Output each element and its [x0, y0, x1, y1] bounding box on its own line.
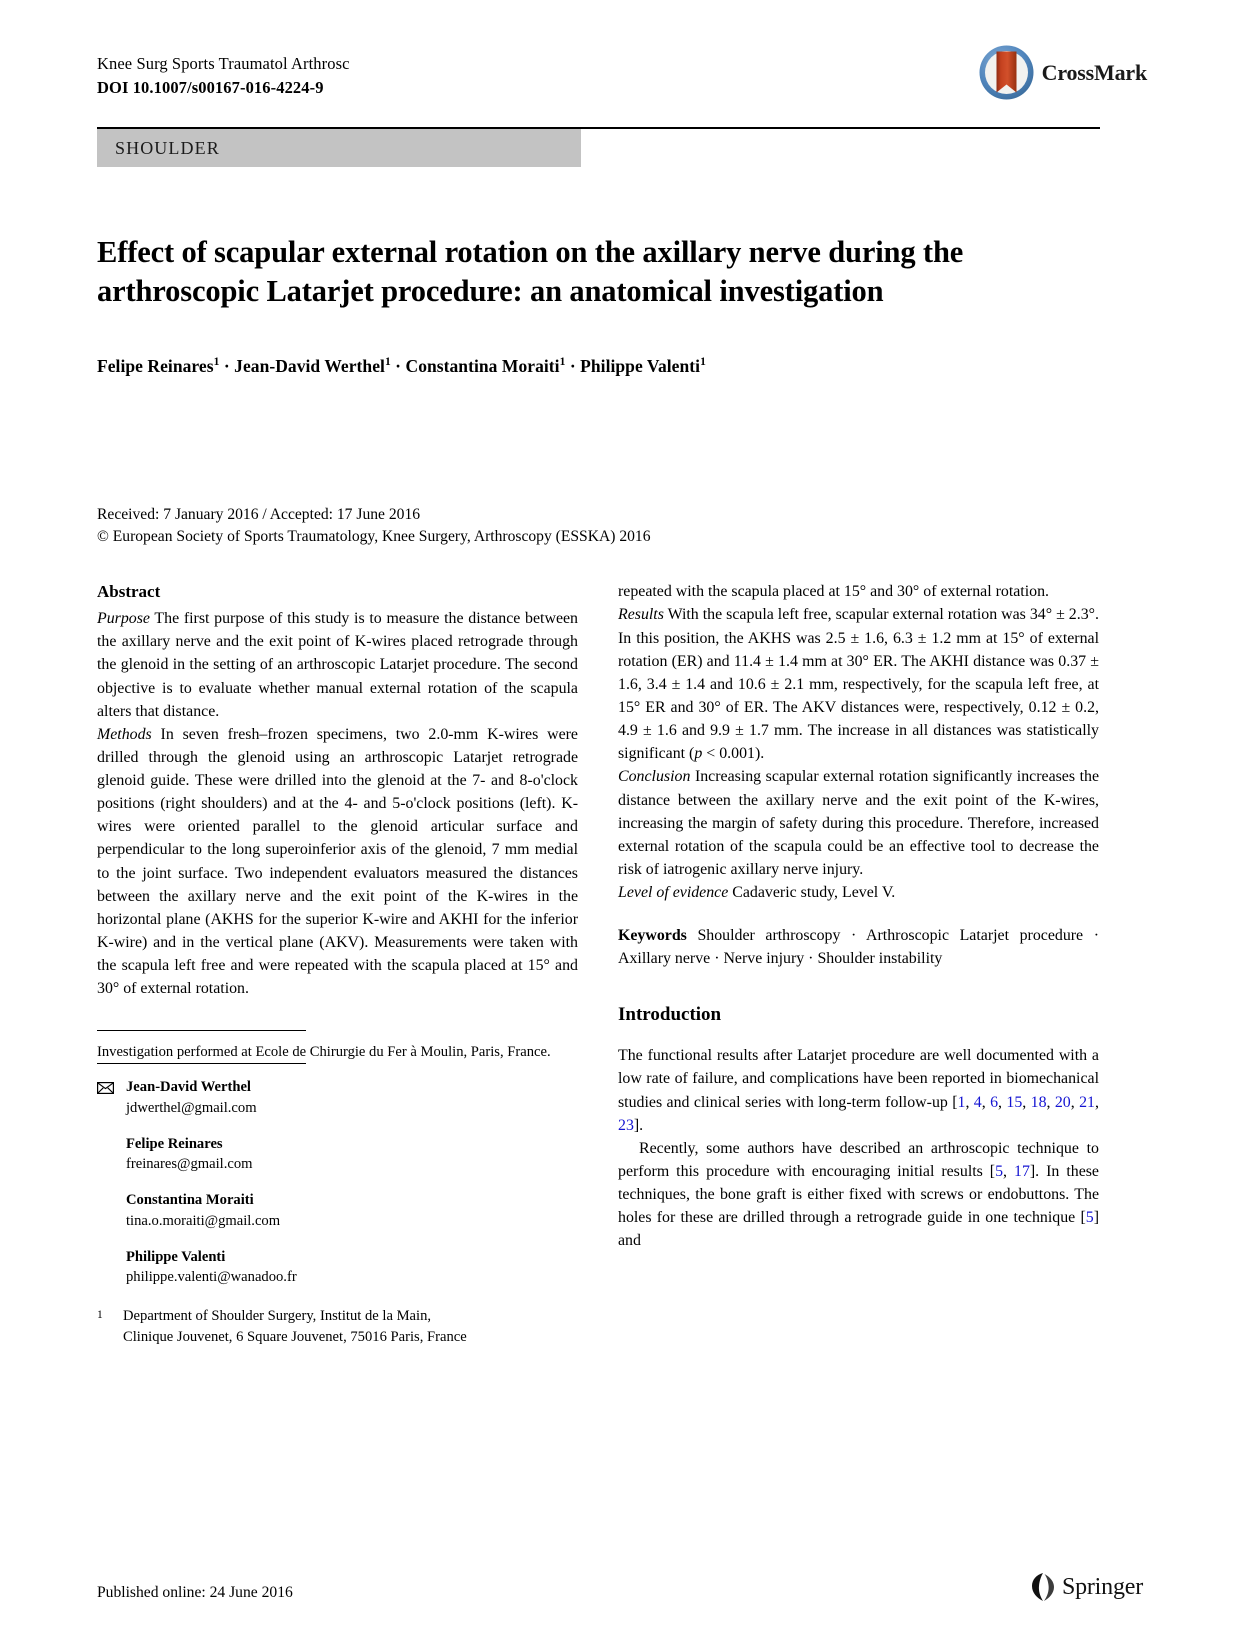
methods-label: Methods: [97, 725, 152, 743]
abstract-methods: [97, 723, 578, 1001]
author-list: Felipe Reinares$^1$ · Jean-David Werthel$^1$ · Constantina Moraiti$^1$ · Philippe Valenti$^1$: [97, 355, 706, 376]
contact-info-0: [126, 1077, 257, 1118]
intro-p2-mid: ]. In these techniques, the bone graft is either fixed with screws or endobuttons. The holes for these are drilled through a retrograde guide in one technique [: [618, 1162, 1099, 1227]
contact-email-2[interactable]: tina.o.moraiti@gmail.com: [126, 1212, 281, 1229]
results-p-symbol: p: [694, 745, 703, 763]
affiliation-number: 1: [97, 1308, 103, 1321]
crossmark-badge[interactable]: [978, 44, 1147, 101]
ref-5b[interactable]: 5: [1085, 1209, 1094, 1227]
conclusion-label: Conclusion: [618, 768, 691, 786]
contact-2: [97, 1190, 578, 1231]
contact-name-0: Jean-David Werthel: [126, 1079, 251, 1096]
journal-header: [97, 52, 1147, 124]
introduction-heading: Introduction: [618, 1003, 722, 1025]
affiliation-text: [123, 1306, 467, 1348]
abstract-conclusion: [618, 765, 1099, 881]
section-banner-label: SHOULDER: [115, 137, 220, 158]
springer-logo: [1030, 1572, 1143, 1602]
intro-p2-pre: Recently, some authors have described an arthroscopic technique to perform this procedure with encouraging initial results [: [618, 1139, 1099, 1180]
copyright-line: © European Society of Sports Traumatology, Knee Surgery, Arthroscopy (ESSKA) 2016: [97, 528, 651, 546]
results-p-value: < 0.001).: [702, 745, 765, 763]
abstract-heading: Abstract: [97, 582, 161, 602]
level-label: Level of evidence: [618, 884, 729, 902]
author-0: Felipe Reinares$^1$: [97, 355, 220, 376]
page-title: Effect of scapular external rotation on the axillary nerve during the arthroscopic Latarjet procedure: an anatomical investigation: [97, 235, 964, 308]
abstract-purpose: [97, 607, 578, 723]
purpose-label: Purpose: [97, 610, 150, 628]
affiliation-line-2: Clinique Jouvenet, 6 Square Jouvenet, 75016 Paris, France: [123, 1329, 467, 1346]
intro-p2-post: ] and: [618, 1209, 1099, 1250]
page-footer: [97, 1572, 1143, 1602]
intro-paragraph-2: Recently, some authors have described an arthroscopic technique to perform this procedure with encouraging initial results [5, 17]. In these techniques, the bone graft is either fixed with screws or endobuttons. The holes for these are drilled through a retrograde guide in one technique [5] and: [618, 1139, 1099, 1250]
ref-21[interactable]: 21: [1079, 1093, 1095, 1111]
keywords-block: [618, 924, 1099, 970]
investigation-note: Investigation performed at Ecole de Chirurgie du Fer à Moulin, Paris, France.: [97, 1044, 551, 1061]
contact-email-0[interactable]: jdwerthel@gmail.com: [126, 1099, 257, 1116]
ref-15[interactable]: 15: [1006, 1093, 1023, 1111]
contact-3: [97, 1247, 578, 1288]
keywords-label: Keywords: [618, 927, 687, 945]
abstract-heading-block: [97, 580, 578, 605]
column-right: [618, 580, 1099, 1348]
affiliation-1: [97, 1306, 578, 1348]
contact-name-2: Constantina Moraiti: [126, 1192, 254, 1209]
author-2: Constantina Moraiti$^1$: [405, 355, 566, 376]
section-banner: [97, 129, 581, 167]
ref-18[interactable]: 18: [1030, 1093, 1047, 1111]
ref-6[interactable]: 6: [990, 1093, 999, 1111]
level-text: Cadaveric study, Level V.: [728, 884, 896, 902]
purpose-text: The first purpose of this study is to measure the distance between the axillary nerve and the exit point of K-wires placed retrograde through the glenoid in the setting of an arthroscopic Latarjet procedure. The second objective is to evaluate whether manual external rotation of the scapula alters that distance.: [97, 610, 578, 720]
crossmark-label: CrossMark: [1041, 59, 1147, 85]
ref-1[interactable]: 1: [957, 1093, 966, 1111]
contact-email-1[interactable]: freinares@gmail.com: [126, 1156, 253, 1173]
methods-tail: repeated with the scapula placed at 15° and 30° of external rotation.: [618, 583, 1049, 601]
results-label: Results: [618, 606, 664, 624]
ref-5a[interactable]: 5: [995, 1162, 1004, 1180]
crossmark-logo-icon: [978, 44, 1035, 101]
springer-mark-icon: [1030, 1572, 1056, 1602]
footnote-rule-mid: [97, 1063, 306, 1064]
methods-continuation: [618, 580, 1099, 603]
body-columns: [97, 580, 1100, 1348]
contact-email-3[interactable]: philippe.valenti@wanadoo.fr: [126, 1269, 297, 1286]
conclusion-text: Increasing scapular external rotation significantly increases the distance between the axillary nerve and the exit point of the K-wires, increasing the margin of safety during this procedure. Therefore, increased external rotation of the scapula could be an effective tool to decrease the risk of iatrogenic axillary nerve injury.: [618, 768, 1099, 879]
methods-text: In seven fresh–frozen specimens, two 2.0-mm K-wires were drilled through the glenoid using an arthroscopic Latarjet retrograde glenoid guide. These were drilled into the glenoid at the 7- and 8-o'clock positions (right shoulders) and at the 4- and 5-o'clock positions (left). K-wires were oriented parallel to the glenoid articular surface and perpendicular to the long superoinferior axis of the glenoid, 7 mm medial to the joint surface. Two independent evaluators measured the distances between the axillary nerve and the exit point of the K-wires in the horizontal plane (AKHS for the superior K-wire and AKHI for the inferior K-wire) and in the vertical plane (AKV). Measurements were taken with the scapula left free and were repeated with the scapula placed at 15° and 30° of external rotation.: [97, 725, 578, 998]
author-1: Jean-David Werthel$^1$: [234, 355, 391, 376]
abstract-results: [618, 603, 1099, 765]
level-of-evidence: [618, 881, 1099, 904]
ref-20[interactable]: 20: [1054, 1093, 1071, 1111]
envelope-icon: [97, 1082, 114, 1094]
footnote-rule-top: [97, 1030, 306, 1031]
contact-1: [97, 1134, 578, 1175]
received-accepted: Received: 7 January 2016 / Accepted: 17 June 2016: [97, 505, 421, 523]
journal-doi: DOI 10.1007/s00167-016-4224-9: [97, 77, 324, 97]
ref-4[interactable]: 4: [973, 1093, 982, 1111]
keywords-text: Shoulder arthroscopy · Arthroscopic Latarjet procedure · Axillary nerve · Nerve injury · Shoulder instability: [618, 927, 1099, 968]
corresponding-author: [97, 1077, 578, 1118]
intro-p1-pre: The functional results after Latarjet procedure are well documented with a low rate of failure, and complications have been reported in biomechanical studies and clinical series with long-term follow-up [: [618, 1047, 1099, 1111]
publication-dates: [97, 504, 1100, 549]
contact-name-1: Felipe Reinares: [126, 1135, 223, 1152]
contact-name-3: Philippe Valenti: [126, 1248, 226, 1265]
affiliation-line-1: Department of Shoulder Surgery, Institut de la Main,: [123, 1307, 432, 1324]
intro-paragraph-1: The functional results after Latarjet procedure are well documented with a low rate of failure, and complications have been reported in biomechanical studies and clinical series with long-term follow-up [1, 4, 6, 15, 18, 20, 21, 23].: [618, 1047, 1099, 1134]
ref-23[interactable]: 23: [618, 1116, 634, 1134]
journal-name: Knee Surg Sports Traumatol Arthrosc: [97, 54, 350, 73]
column-left: [97, 580, 578, 1348]
results-text: With the scapula left free, scapular external rotation was 34° ± 2.3°. In this position, the AKHS was 2.5 ± 1.6, 6.3 ± 1.2 mm at 15° of external rotation (ER) and 11.4 ± 1.4 mm at 30° ER. The AKHI distance was 0.37 ± 1.6, 3.4 ± 1.4 and 10.6 ± 2.1 mm, respectively, for the scapula left free, at 15° ER and 30° of ER. The AKV distances were, respectively, 0.12 ± 0.2, 4.9 ± 1.6 and 9.9 ± 1.7 mm. The increase in all distances was statistically significant (: [618, 606, 1099, 763]
ref-17[interactable]: 17: [1014, 1162, 1030, 1180]
springer-label: Springer: [1061, 1573, 1143, 1600]
intro-p1-post: ].: [633, 1116, 644, 1134]
author-3: Philippe Valenti$^1$: [580, 355, 706, 376]
published-online: Published online: 24 June 2016: [97, 1584, 293, 1601]
footnote-block: [97, 1030, 578, 1348]
